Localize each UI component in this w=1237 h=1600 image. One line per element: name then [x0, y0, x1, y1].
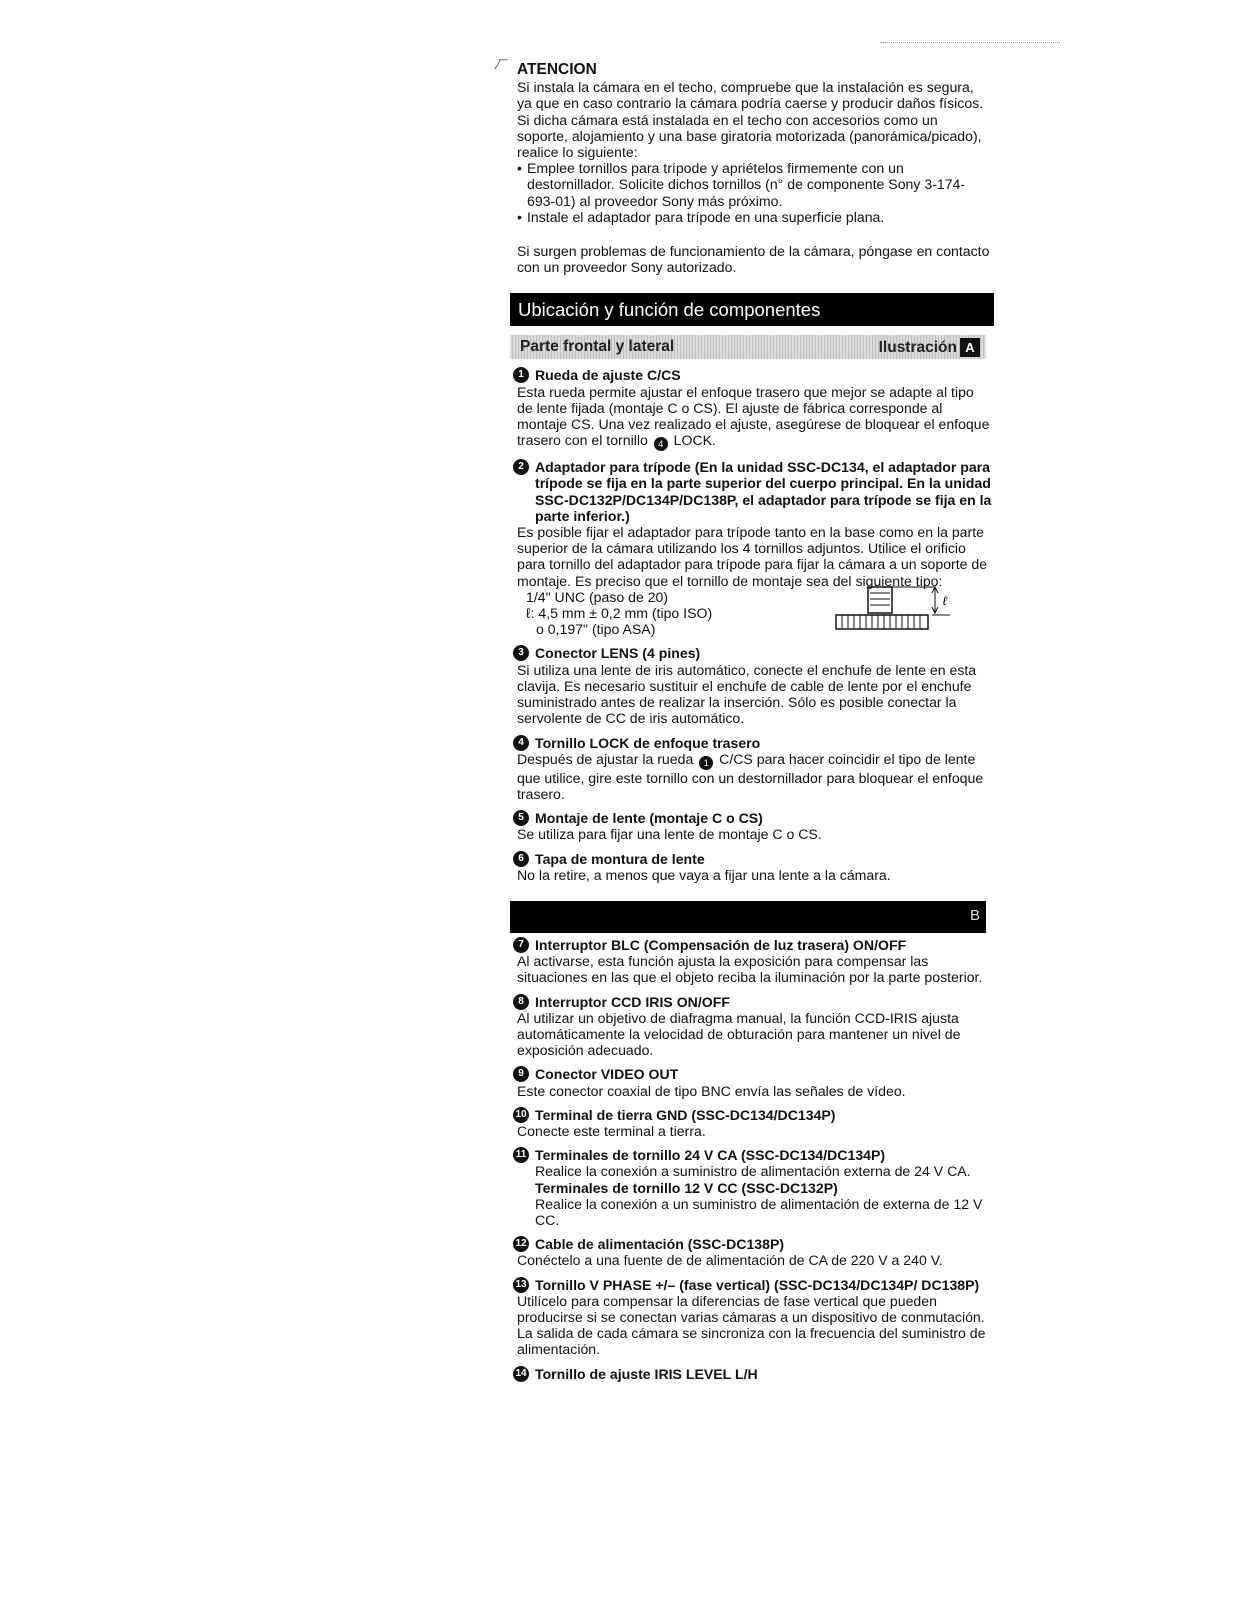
attention-bullet: • Emplee tornillos para trípode y apriételos firmemente con un destornillador. Solicite dichos tornillos (n° de componente Sony 3-174-693-01) al proveedor Sony más próximo.: [517, 160, 966, 209]
item-number-icon: 12: [513, 1236, 529, 1252]
item-text: Al utilizar un objetivo de diafragma manual, la función CCD-IRIS ajusta automáticamente la velocidad de obturación para mantener un nivel de exposición adecuado.: [517, 1009, 961, 1059]
item-text: Es posible fijar el adaptador para trípode tanto en la base como en la parte superior de la cámara utilizando los 4 tornillos adjuntos. Utilice el orificio para tornillo del adaptador para trípode para fijar la cámara a un soporte de montaje. Es preciso que el tornillo de montaje sea del siguiente tipo:: [517, 524, 988, 589]
illustration-label: Ilustración: [878, 338, 957, 356]
item-number-icon: 9: [513, 1066, 529, 1082]
item-text: Al activarse, esta función ajusta la exposición para compensar las situaciones en las que el objeto reciba la iluminación por la parte posterior.: [517, 953, 983, 986]
component-item: [517, 459, 992, 637]
component-item: [517, 1066, 992, 1098]
component-item: [517, 937, 992, 986]
rear-illustration-tag: B: [969, 906, 980, 924]
item-title: Terminales de tornillo 24 V CA (SSC-DC134/DC134P): [535, 1147, 886, 1164]
front-side-title: Parte frontal y lateral: [520, 338, 675, 356]
component-item: [517, 645, 992, 726]
illustration-tag: A: [960, 338, 980, 357]
item-title: Montaje de lente (montaje C o CS): [535, 810, 763, 827]
screw-diagram: [832, 583, 972, 643]
item-number-icon: 4: [513, 735, 529, 751]
item-number-icon: 5: [513, 810, 529, 826]
item-title: Conector LENS (4 pines): [535, 645, 701, 662]
ref-number-icon: 1: [699, 756, 713, 770]
attention-support: Si surgen problemas de funcionamiento de la cámara, póngase en contacto con un proveedor Sony autorizado.: [517, 243, 990, 276]
item-number-icon: 8: [513, 994, 529, 1010]
item-title: Rueda de ajuste C/CS: [535, 367, 681, 384]
component-item: [517, 735, 992, 803]
item-number-icon: 14: [513, 1366, 529, 1382]
item-text: Realice la conexión a un suministro de alimentación de externa de 12 V CC.: [535, 1195, 983, 1228]
ref-number-icon: 4: [654, 437, 668, 451]
item-title: Cable de alimentación (SSC-DC138P): [535, 1236, 785, 1253]
item-title: Interruptor CCD IRIS ON/OFF: [535, 993, 730, 1010]
item-subtitle: Terminales de tornillo 12 V CC (SSC-DC132P): [535, 1179, 838, 1196]
component-item: [517, 1277, 992, 1358]
scan-artifact-line: [880, 42, 1060, 43]
item-number-icon: 7: [513, 937, 529, 953]
front-side-band: [510, 335, 986, 359]
item-title: Tornillo de ajuste IRIS LEVEL L/H: [535, 1365, 758, 1382]
item-text: La salida de cada cámara se sincroniza con la frecuencia del suministro de alimentación.: [517, 1325, 986, 1358]
document-column: [517, 62, 992, 1382]
component-item: [517, 1366, 992, 1382]
item-text: Si utiliza una lente de iris automático, conecte el enchufe de lente en esta clavija. Es necesario sustituir el enchufe de cable de lente por el enchufe suministrado antes de realizar la inserción. Sólo es posible conectar la servolente de CC de iris automático.: [517, 661, 977, 727]
item-text: Realice la conexión a suministro de alimentación externa de 24 V CA.: [535, 1163, 971, 1180]
item-title: Tornillo V PHASE +/– (fase vertical) (SSC-DC134/DC134P/ DC138P): [535, 1276, 980, 1293]
item-title: Tapa de montura de lente: [535, 850, 705, 867]
item-text: Esta rueda permite ajustar el enfoque trasero que mejor se adapte al tipo de lente fijada (montaje C o CS). El ajuste de fábrica corresponde al montaje CS. Una vez realizado el ajuste, asegúrese de bloquear el enfoque trasero con el tornillo 4 LOCK.: [517, 383, 990, 450]
item-title: Adaptador para trípode (En la unidad SSC-DC134, el adaptador para trípode se fija en la parte superior del cuerpo principal. En la unidad SSC-DC132P/DC134P/DC138P, el adaptador para trípode se fija en la parte inferior.): [535, 459, 992, 524]
item-title: Terminal de tierra GND (SSC-DC134/DC134P): [535, 1106, 836, 1123]
attention-bullet: • Instale el adaptador para trípode en una superficie plana.: [517, 208, 885, 225]
svg-text:ℓ: ℓ: [942, 592, 948, 608]
item-title: Tornillo LOCK de enfoque trasero: [535, 734, 761, 751]
scan-artifact-mark: ⁄‾‾: [497, 58, 507, 72]
item-number-icon: 1: [513, 367, 529, 383]
attention-intro: Si instala la cámara en el techo, compruebe que la instalación es segura, ya que en caso contrario la cámara podría caerse y producir daños físicos. Si dicha cámara está instalada en el techo con accesorios como un soporte, alojamiento y una base giratoria motorizada (panorámica/picado), realice lo siguiente:: [517, 79, 984, 161]
item-text: Conecte este terminal a tierra.: [517, 1122, 706, 1139]
item-number-icon: 3: [513, 645, 529, 661]
section-title-bar: Ubicación y función de componentes: [510, 293, 994, 326]
item-text: Este conector coaxial de tipo BNC envía las señales de vídeo.: [517, 1082, 906, 1099]
rear-section-bar: [510, 901, 986, 933]
component-item: [517, 851, 992, 883]
item-title: Interruptor BLC (Compensación de luz trasera) ON/OFF: [535, 936, 907, 953]
item-number-icon: 6: [513, 851, 529, 867]
item-text: Conéctelo a una fuente de de alimentación de CA de 220 V a 240 V.: [517, 1252, 943, 1269]
item-number-icon: 11: [513, 1147, 529, 1163]
item-text: No la retire, a menos que vaya a fijar una lente a la cámara.: [517, 866, 891, 883]
item-number-icon: 10: [513, 1107, 529, 1123]
item-title: Conector VIDEO OUT: [535, 1066, 679, 1083]
component-item: [517, 367, 992, 451]
item-number-icon: 13: [513, 1277, 529, 1293]
attention-title: ATENCION: [517, 61, 597, 78]
item-text: Utilícelo para compensar la diferencias de fase vertical que pueden producirse si se conectan varias cámaras a un dispositivo de conmutación.: [517, 1292, 985, 1325]
component-item: [517, 1236, 992, 1268]
item-text: Se utiliza para fijar una lente de montaje C o CS.: [517, 826, 822, 843]
item-number-icon: 2: [513, 459, 529, 475]
component-item: [517, 1107, 992, 1139]
item-text: Después de ajustar la rueda 1 C/CS para hacer coincidir el tipo de lente que utilice, gire este tornillo con un destornillador para bloquear el enfoque trasero.: [517, 750, 984, 802]
component-item: [517, 1147, 992, 1228]
screw-spec: 1/4" UNC (paso de 20) ℓ: 4,5 mm ± 0,2 mm (tipo ISO) o 0,197" (tipo ASA) ℓ: [517, 589, 992, 638]
component-item: [517, 994, 992, 1059]
component-item: [517, 810, 992, 842]
